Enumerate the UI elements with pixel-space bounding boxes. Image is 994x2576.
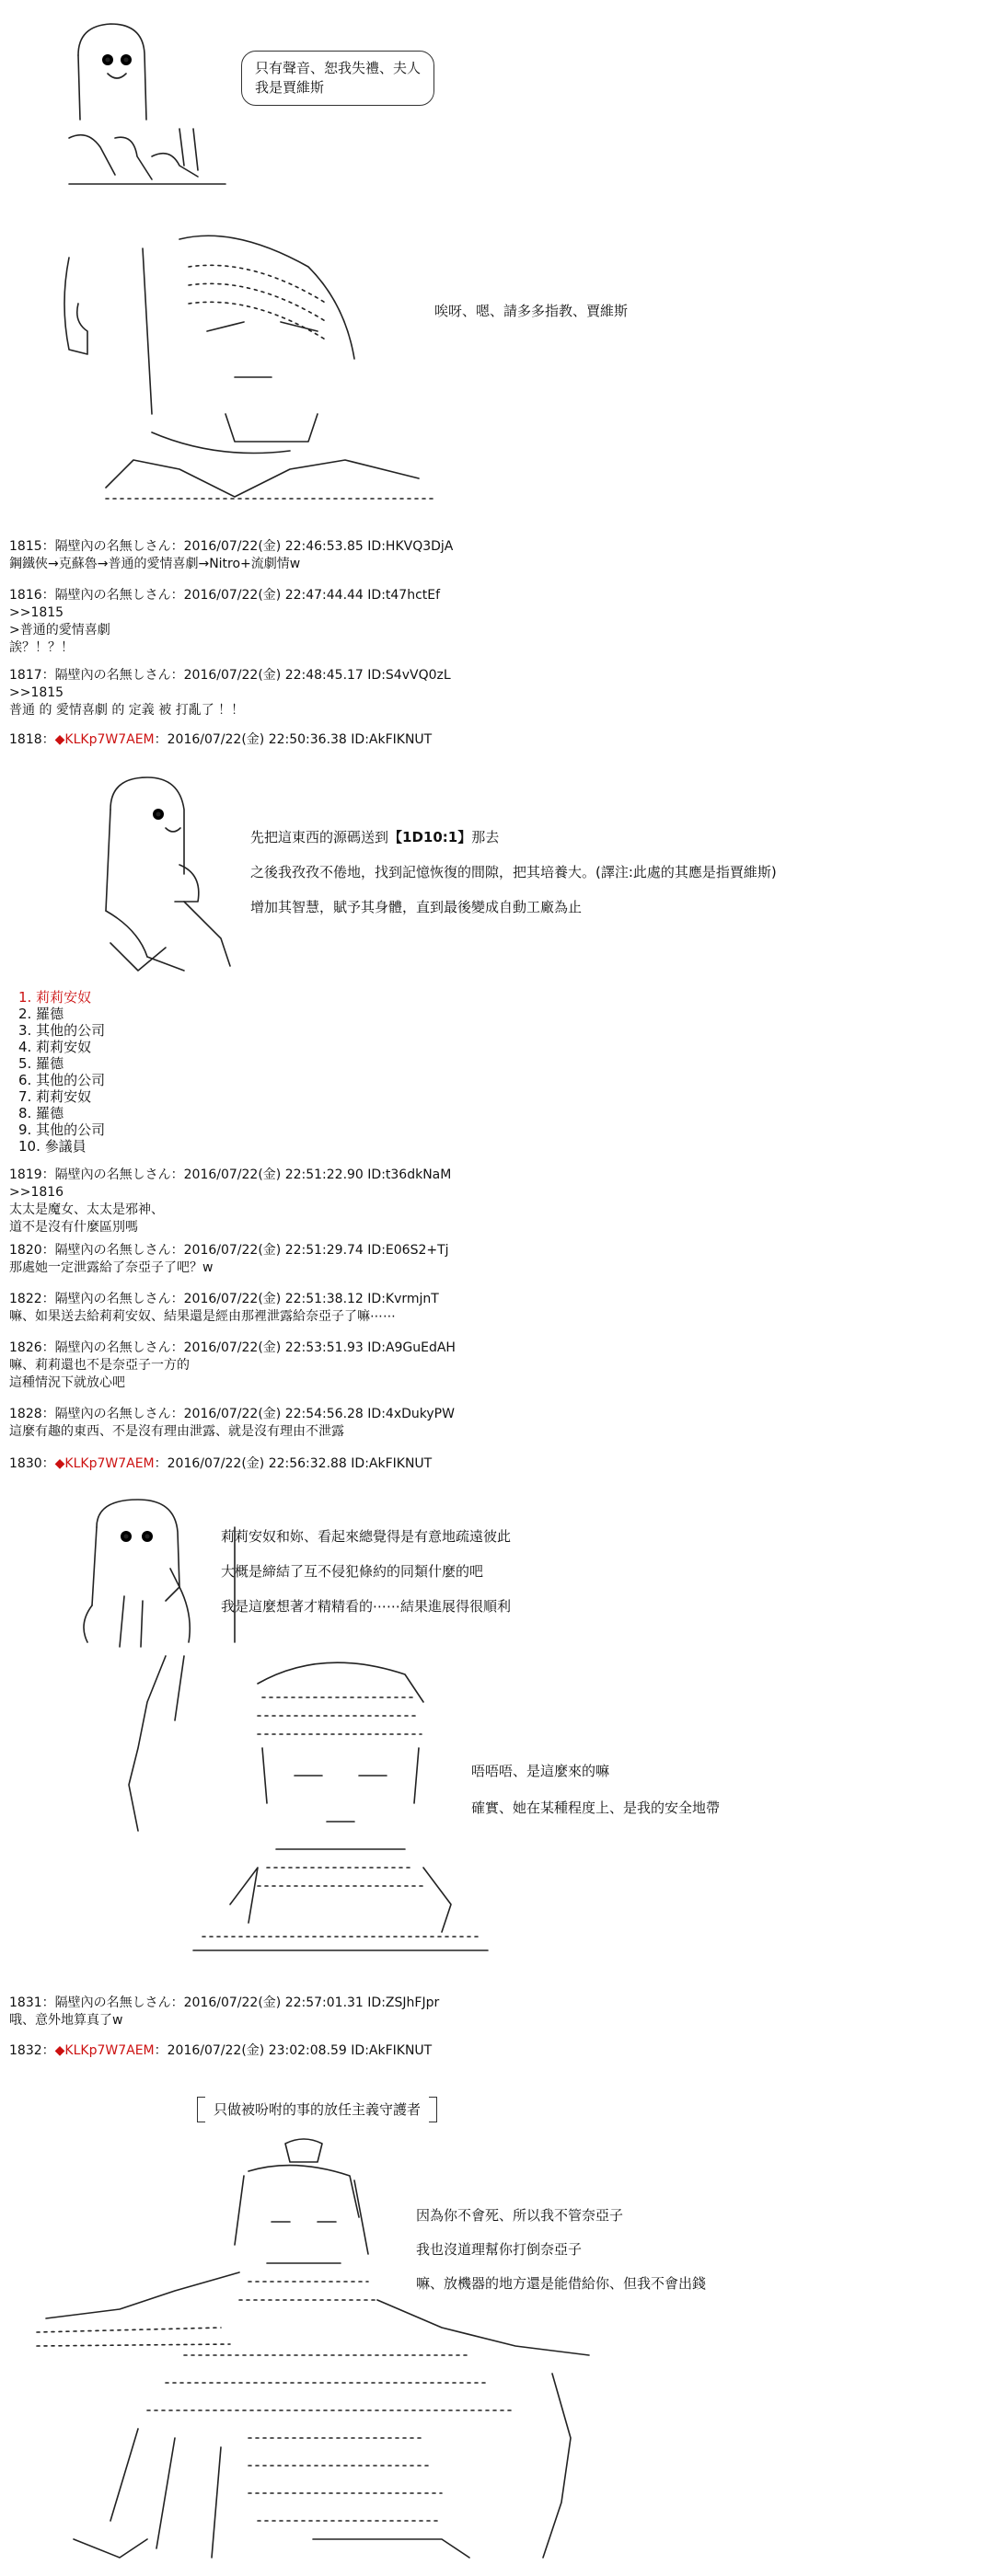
post-line: 道不是沒有什麼區別嗎 (9, 1220, 138, 1235)
vote-option: 8. 羅德 (18, 1105, 64, 1121)
post-line: >>1816 (9, 1185, 64, 1200)
post-line: >>1815 (9, 685, 64, 700)
post-header: 1817：隔壁內の名無しさん：2016/07/22(金) 22:48:45.17 ID:S4vVQ0zL (9, 668, 451, 683)
dialogue-line: 我也沒道理幫你打倒奈亞子 (416, 2241, 583, 2258)
post-number: 1832： (9, 2043, 55, 2058)
post-line: 太太是魔女、太太是邪神、 (9, 1202, 164, 1217)
character-bust-art (51, 230, 474, 506)
vote-list (18, 989, 105, 1155)
post-number: 1818： (9, 732, 55, 747)
vote-option: 1. 莉莉安奴 (18, 989, 92, 1006)
narration-line-2: 之後我孜孜不倦地，找到記憶恢復的間隙，把其培養大。(譯注:此處的其應是指賈維斯) (250, 864, 777, 880)
vote-option: 9. 其他的公司 (18, 1121, 106, 1138)
dialogue-line: 莉莉安奴和妳、看起來總覺得是有意地疏遠彼此 (221, 1528, 512, 1545)
post-1817 (9, 667, 451, 719)
octopus-character-art-2 (92, 773, 258, 975)
post-1832-gm (9, 2042, 432, 2060)
post-1819 (9, 1167, 451, 1236)
octopus-character-art-3 (69, 1495, 216, 1651)
post-1820 (9, 1242, 449, 1277)
post-line: >普通的愛情喜劇 (9, 623, 110, 638)
post-line: 鋼鐵俠→克蘇魯→普通的愛情喜劇→Nitro+流劇情w (9, 557, 301, 571)
girl-character-art (110, 1647, 534, 1960)
post-header: 1828：隔壁內の名無しさん：2016/07/22(金) 22:54:56.28 ID:4xDukyPW (9, 1407, 455, 1421)
dialogue-line: 唉呀、嗯、請多多指教、賈維斯 (434, 303, 629, 319)
vote-option: 7. 莉莉安奴 (18, 1088, 92, 1105)
dice-result: 【1D10:1】 (388, 829, 472, 845)
post-line: 哦、意外地算真了w (9, 2013, 123, 2028)
vote-option: 4. 莉莉安奴 (18, 1039, 92, 1055)
guardian-character-art (37, 2134, 626, 2567)
post-1826 (9, 1340, 456, 1392)
dialogue-line: 大概是締結了互不侵犯條約的同類什麼的吧 (221, 1563, 484, 1580)
post-header: 1820：隔壁內の名無しさん：2016/07/22(金) 22:51:29.74 ID:E06S2+Tj (9, 1243, 449, 1258)
post-1828 (9, 1406, 455, 1441)
post-line: 這種情況下就放心吧 (9, 1375, 125, 1390)
bubble-line-2: 我是賈維斯 (255, 79, 325, 96)
octopus-character-art (69, 18, 244, 193)
post-line: 嘛、如果送去給莉莉安奴、結果還是經由那裡泄露給奈亞子了嘛⋯⋯ (9, 1309, 396, 1324)
post-header: 1816：隔壁內の名無しさん：2016/07/22(金) 22:47:44.44 ID:t47hctEf (9, 588, 441, 603)
post-line: >>1815 (9, 605, 64, 620)
speech-bubble-jarvis (241, 51, 434, 106)
post-timestamp-id: ：2016/07/22(金) 22:50:36.38 ID:AkFIKNUT (154, 732, 433, 747)
post-1816 (9, 587, 440, 657)
post-1830-gm (9, 1455, 432, 1473)
post-line: 這麼有趣的東西、不是沒有理由泄露、就是沒有理由不泄露 (9, 1424, 344, 1439)
post-header: 1831：隔壁內の名無しさん：2016/07/22(金) 22:57:01.31 ID:ZSJhFJpr (9, 1995, 440, 2010)
post-1815 (9, 538, 453, 573)
post-line: 誒？！？！ (9, 640, 74, 655)
vote-option: 10. 參議員 (18, 1138, 87, 1155)
dialogue-line: 確實、她在某種程度上、是我的安全地帶 (471, 1800, 721, 1816)
author-trip: ◆KLKp7W7AEM (54, 1456, 155, 1471)
post-1818-gm (9, 731, 432, 749)
post-header: 1815：隔壁內の名無しさん：2016/07/22(金) 22:46:53.85 ID:HKVQ3DjA (9, 539, 454, 554)
author-trip: ◆KLKp7W7AEM (54, 2043, 155, 2058)
vote-option: 3. 其他的公司 (18, 1022, 106, 1039)
bubble-line-1: 只有聲音、恕我失禮、夫人 (255, 60, 422, 76)
post-1822 (9, 1291, 439, 1326)
dialogue-line: 嘛、放機器的地方還是能借給你、但我不會出錢 (416, 2275, 707, 2292)
dialogue-line: 因為你不會死、所以我不管奈亞子 (416, 2207, 624, 2224)
line-text: 先把這東西的源碼送到 (250, 829, 389, 845)
post-1831 (9, 1995, 439, 2030)
dialogue-line: 我是這麼想著才精精看的⋯⋯結果進展得很順利 (221, 1598, 512, 1615)
vote-option: 2. 羅德 (18, 1006, 64, 1022)
narration-line-1 (250, 828, 499, 846)
author-trip: ◆KLKp7W7AEM (54, 732, 155, 747)
vote-option: 6. 其他的公司 (18, 1072, 106, 1088)
scene-caption: 只做被吩咐的事的放任主義守護者 (201, 2100, 433, 2119)
post-line: 普通 的 愛情喜劇 的 定義 被 打亂了 ！！ (9, 703, 245, 718)
post-timestamp-id: ：2016/07/22(金) 22:56:32.88 ID:AkFIKNUT (154, 1456, 433, 1471)
post-header: 1822：隔壁內の名無しさん：2016/07/22(金) 22:51:38.12 ID:KvrmjnT (9, 1292, 439, 1306)
post-line: 那處她一定泄露給了奈亞子了吧？w (9, 1260, 214, 1275)
narration-line-3: 增加其智慧，賦予其身體，直到最後變成自動工廠為止 (250, 899, 583, 915)
dialogue-line: 唔唔唔、是這麼來的嘛 (471, 1763, 610, 1779)
post-header: 1826：隔壁內の名無しさん：2016/07/22(金) 22:53:51.93 ID:A9GuEdAH (9, 1340, 456, 1355)
post-line: 嘛、莉莉還也不是奈亞子一方的 (9, 1358, 190, 1373)
vote-option: 5. 羅德 (18, 1055, 64, 1072)
post-header: 1819：隔壁內の名無しさん：2016/07/22(金) 22:51:22.90 ID:t36dkNaM (9, 1167, 452, 1182)
line-text: 那去 (471, 829, 500, 845)
post-number: 1830： (9, 1456, 55, 1471)
post-timestamp-id: ：2016/07/22(金) 23:02:08.59 ID:AkFIKNUT (154, 2043, 433, 2058)
